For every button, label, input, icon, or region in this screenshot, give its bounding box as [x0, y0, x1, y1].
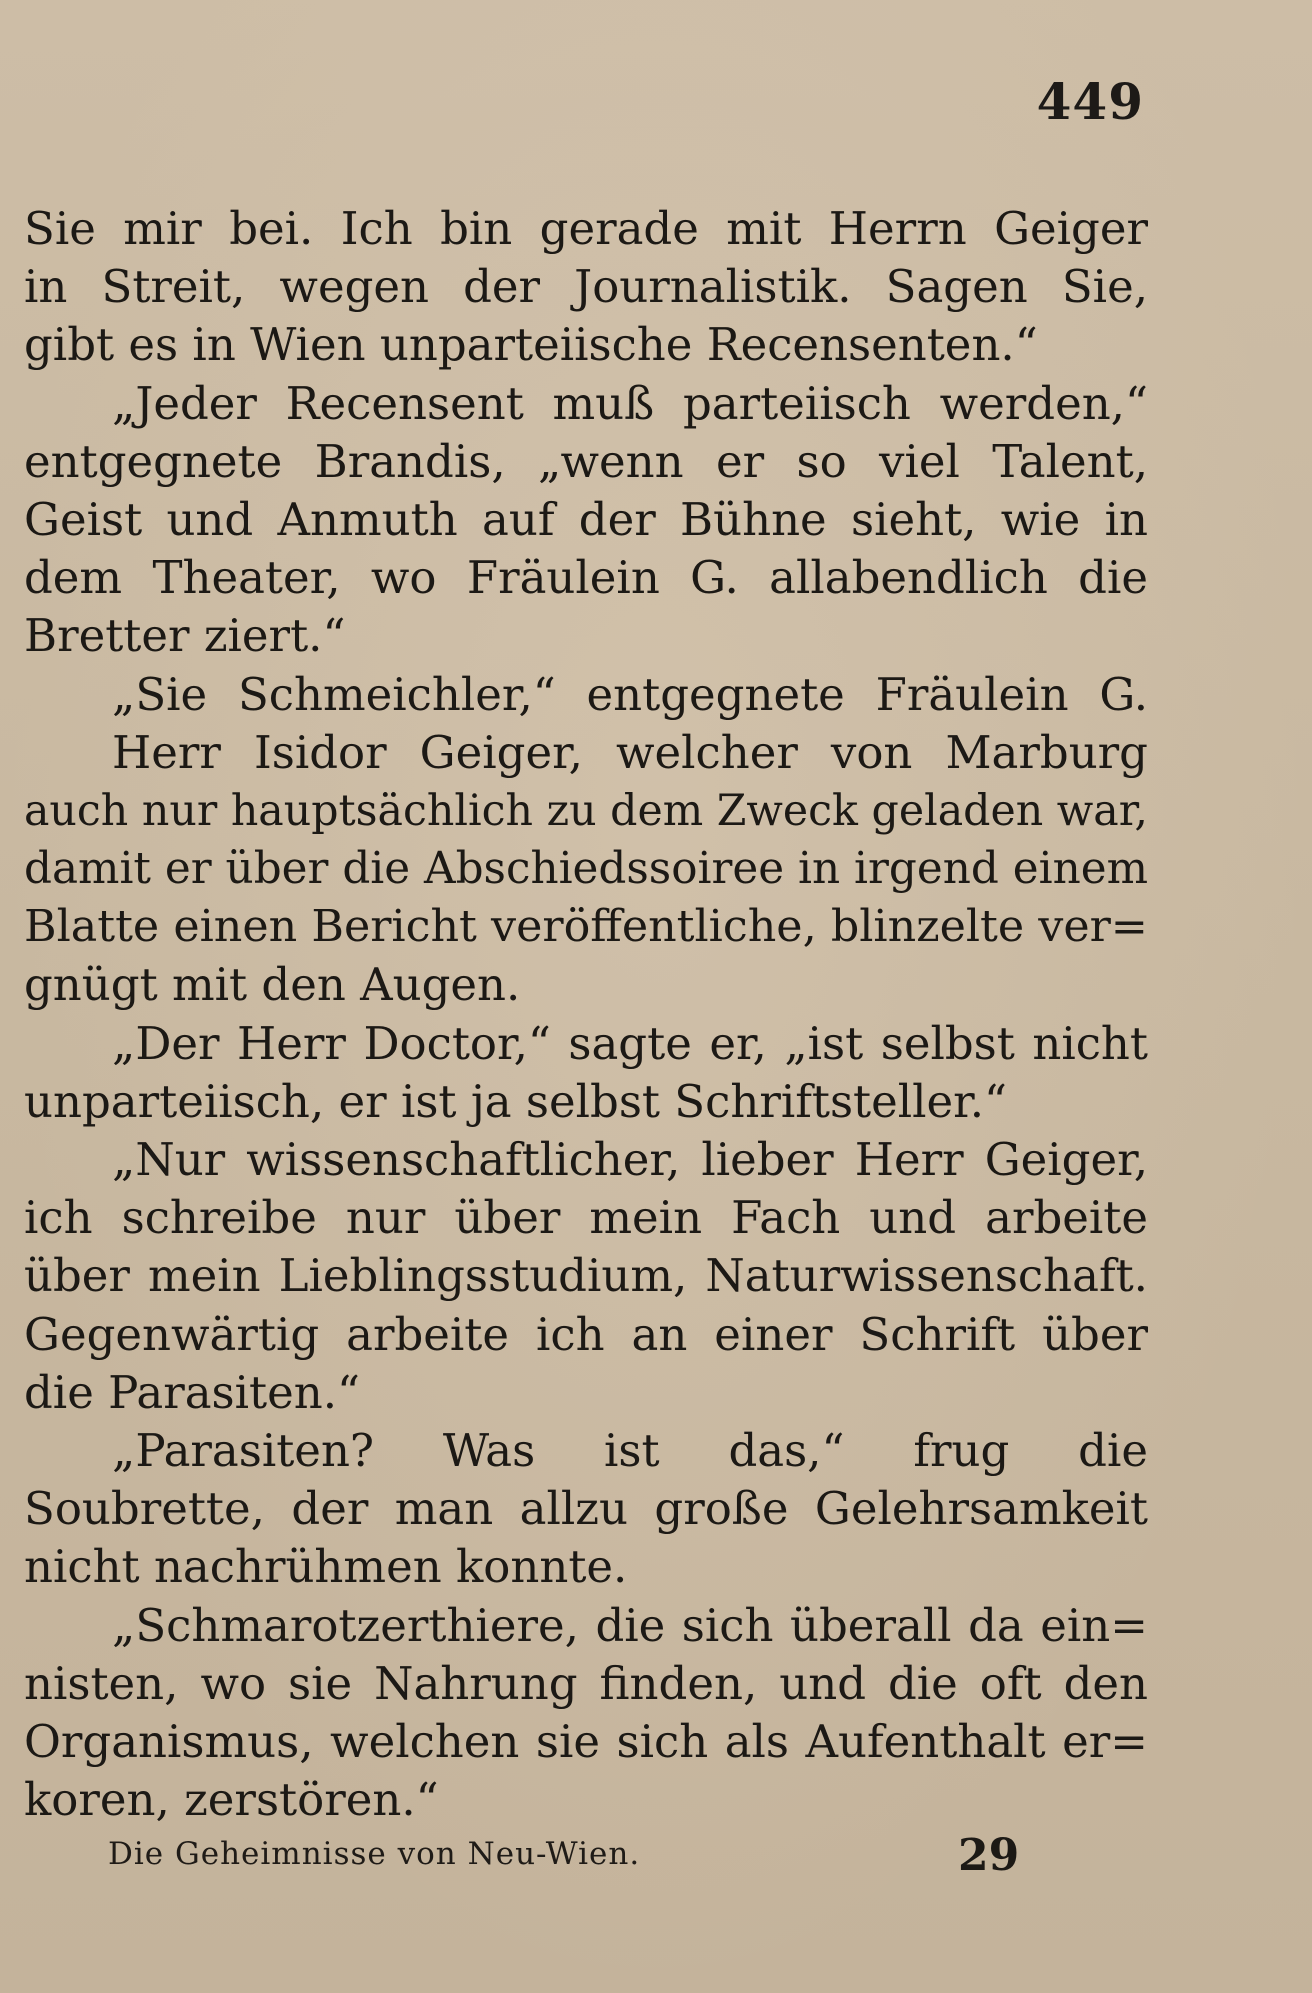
- page-number: 449: [1036, 72, 1144, 131]
- body-text: [24, 200, 1148, 1829]
- text-line: Herr Isidor Geiger, welcher von Marburg: [112, 725, 1148, 779]
- text-line: „Schmarotzerthiere, die sich überall da ein=: [112, 1598, 1148, 1652]
- signature-mark: 29: [958, 1830, 1020, 1881]
- text-line: Bretter ziert.“: [24, 609, 346, 663]
- text-line: damit er über die Abschiedssoiree in irgend einem: [24, 843, 1148, 895]
- text-line: „Parasiten? Was ist das,“ frug die: [112, 1423, 1148, 1477]
- text-line: koren, zerstören.“: [24, 1773, 439, 1827]
- text-line: nicht nachrühmen konnte.: [24, 1540, 628, 1594]
- text-line: „Sie Schmeichler,“ entgegnete Fräulein G.: [112, 667, 1148, 721]
- text-line: „Nur wissenschaftlicher, lieber Herr Geiger,: [112, 1133, 1148, 1186]
- text-line: Organismus, welchen sie sich als Aufenthalt er=: [24, 1714, 1148, 1768]
- text-line: in Streit, wegen der Journalistik. Sagen Sie,: [24, 260, 1148, 314]
- text-line: die Parasiten.“: [24, 1365, 361, 1419]
- text-line: gnügt mit den Augen.: [24, 958, 521, 1012]
- text-line: Blatte einen Bericht veröffentliche, blinzelte ver=: [24, 901, 1148, 953]
- text-line: dem Theater, wo Fräulein G. allabendlich die: [24, 551, 1148, 605]
- text-line: auch nur hauptsächlich zu dem Zweck geladen war,: [24, 785, 1148, 836]
- text-line: über mein Lieblingsstudium, Naturwissenschaft.: [24, 1249, 1148, 1303]
- text-line: unparteiisch, er ist ja selbst Schriftsteller.“: [24, 1074, 1008, 1128]
- text-line: Soubrette, der man allzu große Gelehrsamkeit: [24, 1482, 1148, 1536]
- footer-title: Die Geheimnisse von Neu-Wien.: [108, 1836, 641, 1872]
- text-line: „Der Herr Doctor,“ sagte er, „ist selbst nicht: [112, 1016, 1148, 1070]
- text-line: Geist und Anmuth auf der Bühne sieht, wie in: [24, 492, 1148, 546]
- text-line: „Jeder Recensent muß parteiisch werden,“: [112, 376, 1148, 430]
- text-line: nisten, wo sie Nahrung finden, und die oft den: [24, 1656, 1148, 1710]
- text-line: entgegnete Brandis, „wenn er so viel Talent,: [24, 434, 1148, 488]
- text-line: Gegenwärtig arbeite ich an einer Schrift über: [24, 1307, 1148, 1361]
- text-line: Sie mir bei. Ich bin gerade mit Herrn Geiger: [24, 202, 1148, 255]
- text-line: gibt es in Wien unparteiische Recensenten.“: [24, 318, 1038, 372]
- text-line: ich schreibe nur über mein Fach und arbeite: [24, 1191, 1148, 1245]
